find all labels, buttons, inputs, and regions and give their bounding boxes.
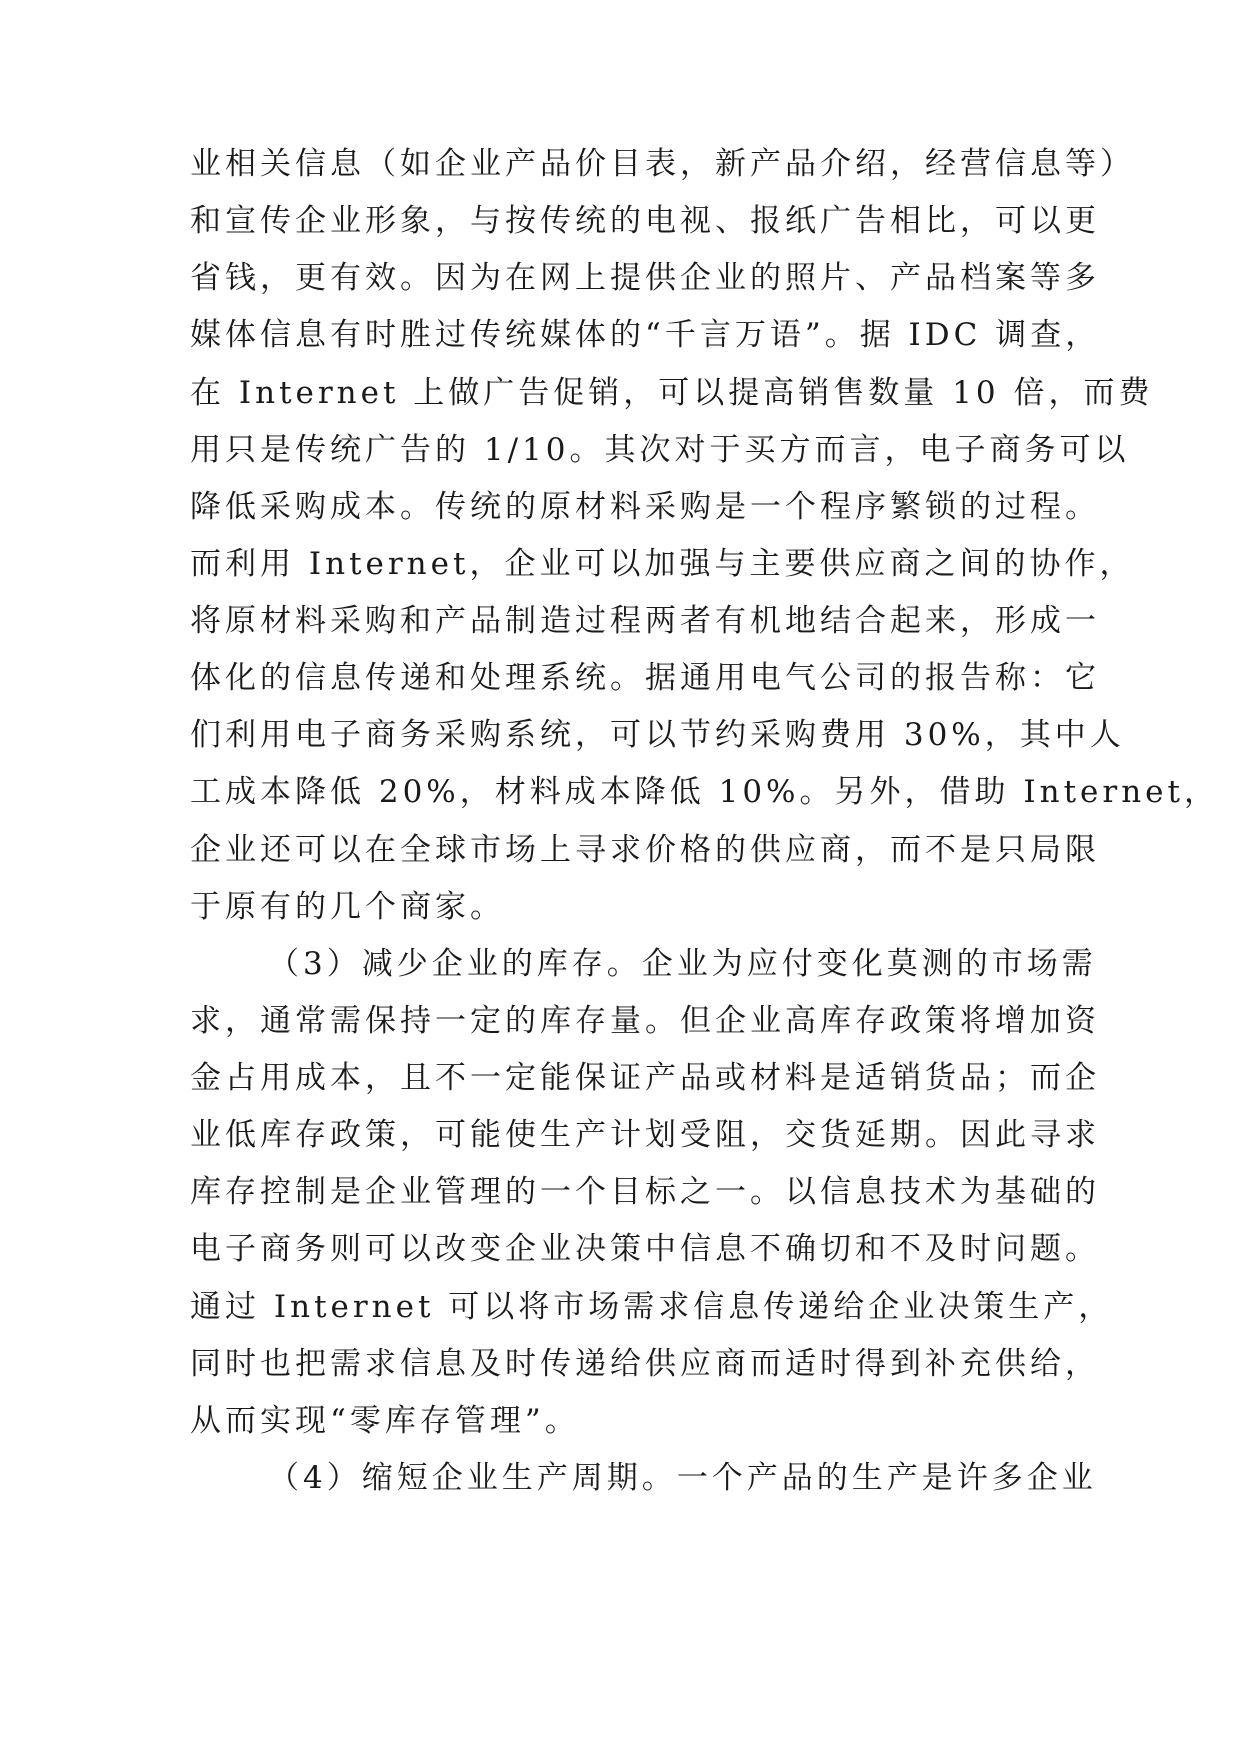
text-line: 业低库存政策，可能使生产计划受阻，交货延期。因此寻求 bbox=[190, 1117, 1100, 1153]
paragraph-start-line: （4）缩短企业生产周期。一个产品的生产是许多企业 bbox=[268, 1460, 1097, 1496]
text-line: 将原材料采购和产品制造过程两者有机地结合起来，形成一 bbox=[190, 603, 1100, 639]
text-line: 求，通常需保持一定的库存量。但企业高库存政策将增加资 bbox=[190, 1003, 1100, 1039]
text-line: 降低采购成本。传统的原材料采购是一个程序繁锁的过程。 bbox=[190, 489, 1100, 525]
text-line: 库存控制是企业管理的一个目标之一。以信息技术为基础的 bbox=[190, 1174, 1100, 1210]
text-line: 于原有的几个商家。 bbox=[190, 889, 505, 925]
text-line: 省钱，更有效。因为在网上提供企业的照片、产品档案等多 bbox=[190, 260, 1100, 296]
text-line: 们利用电子商务采购系统，可以节约采购费用 30%，其中人 bbox=[190, 717, 1125, 753]
text-line: 业相关信息（如企业产品价目表，新产品介绍，经营信息等） bbox=[190, 146, 1135, 182]
text-line: 和宣传企业形象，与按传统的电视、报纸广告相比，可以更 bbox=[190, 203, 1100, 239]
text-line: 用只是传统广告的 1/10。其次对于买方而言，电子商务可以 bbox=[190, 432, 1130, 468]
text-line: 在 Internet 上做广告促销，可以提高销售数量 10 倍，而费 bbox=[190, 375, 1154, 411]
text-line: 体化的信息传递和处理系统。据通用电气公司的报告称：它 bbox=[190, 660, 1100, 696]
text-line: 通过 Internet 可以将市场需求信息传递给企业决策生产， bbox=[190, 1289, 1114, 1325]
text-line: 从而实现“零库存管理”。 bbox=[190, 1403, 580, 1439]
text-line: 企业还可以在全球市场上寻求价格的供应商，而不是只局限 bbox=[190, 832, 1100, 868]
paragraph-start-line: （3）减少企业的库存。企业为应付变化莫测的市场需 bbox=[268, 946, 1097, 982]
text-line: 金占用成本，且不一定能保证产品或材料是适销货品；而企 bbox=[190, 1060, 1100, 1096]
text-line: 同时也把需求信息及时传递给供应商而适时得到补充供给， bbox=[190, 1346, 1100, 1382]
text-line: 媒体信息有时胜过传统媒体的“千言万语”。据 IDC 调查， bbox=[190, 317, 1101, 353]
text-line: 工成本降低 20%，材料成本降低 10%。另外，借助 Internet， bbox=[190, 774, 1219, 810]
text-line: 电子商务则可以改变企业决策中信息不确切和不及时问题。 bbox=[190, 1231, 1100, 1267]
text-line: 而利用 Internet，企业可以加强与主要供应商之间的协作， bbox=[190, 546, 1135, 582]
